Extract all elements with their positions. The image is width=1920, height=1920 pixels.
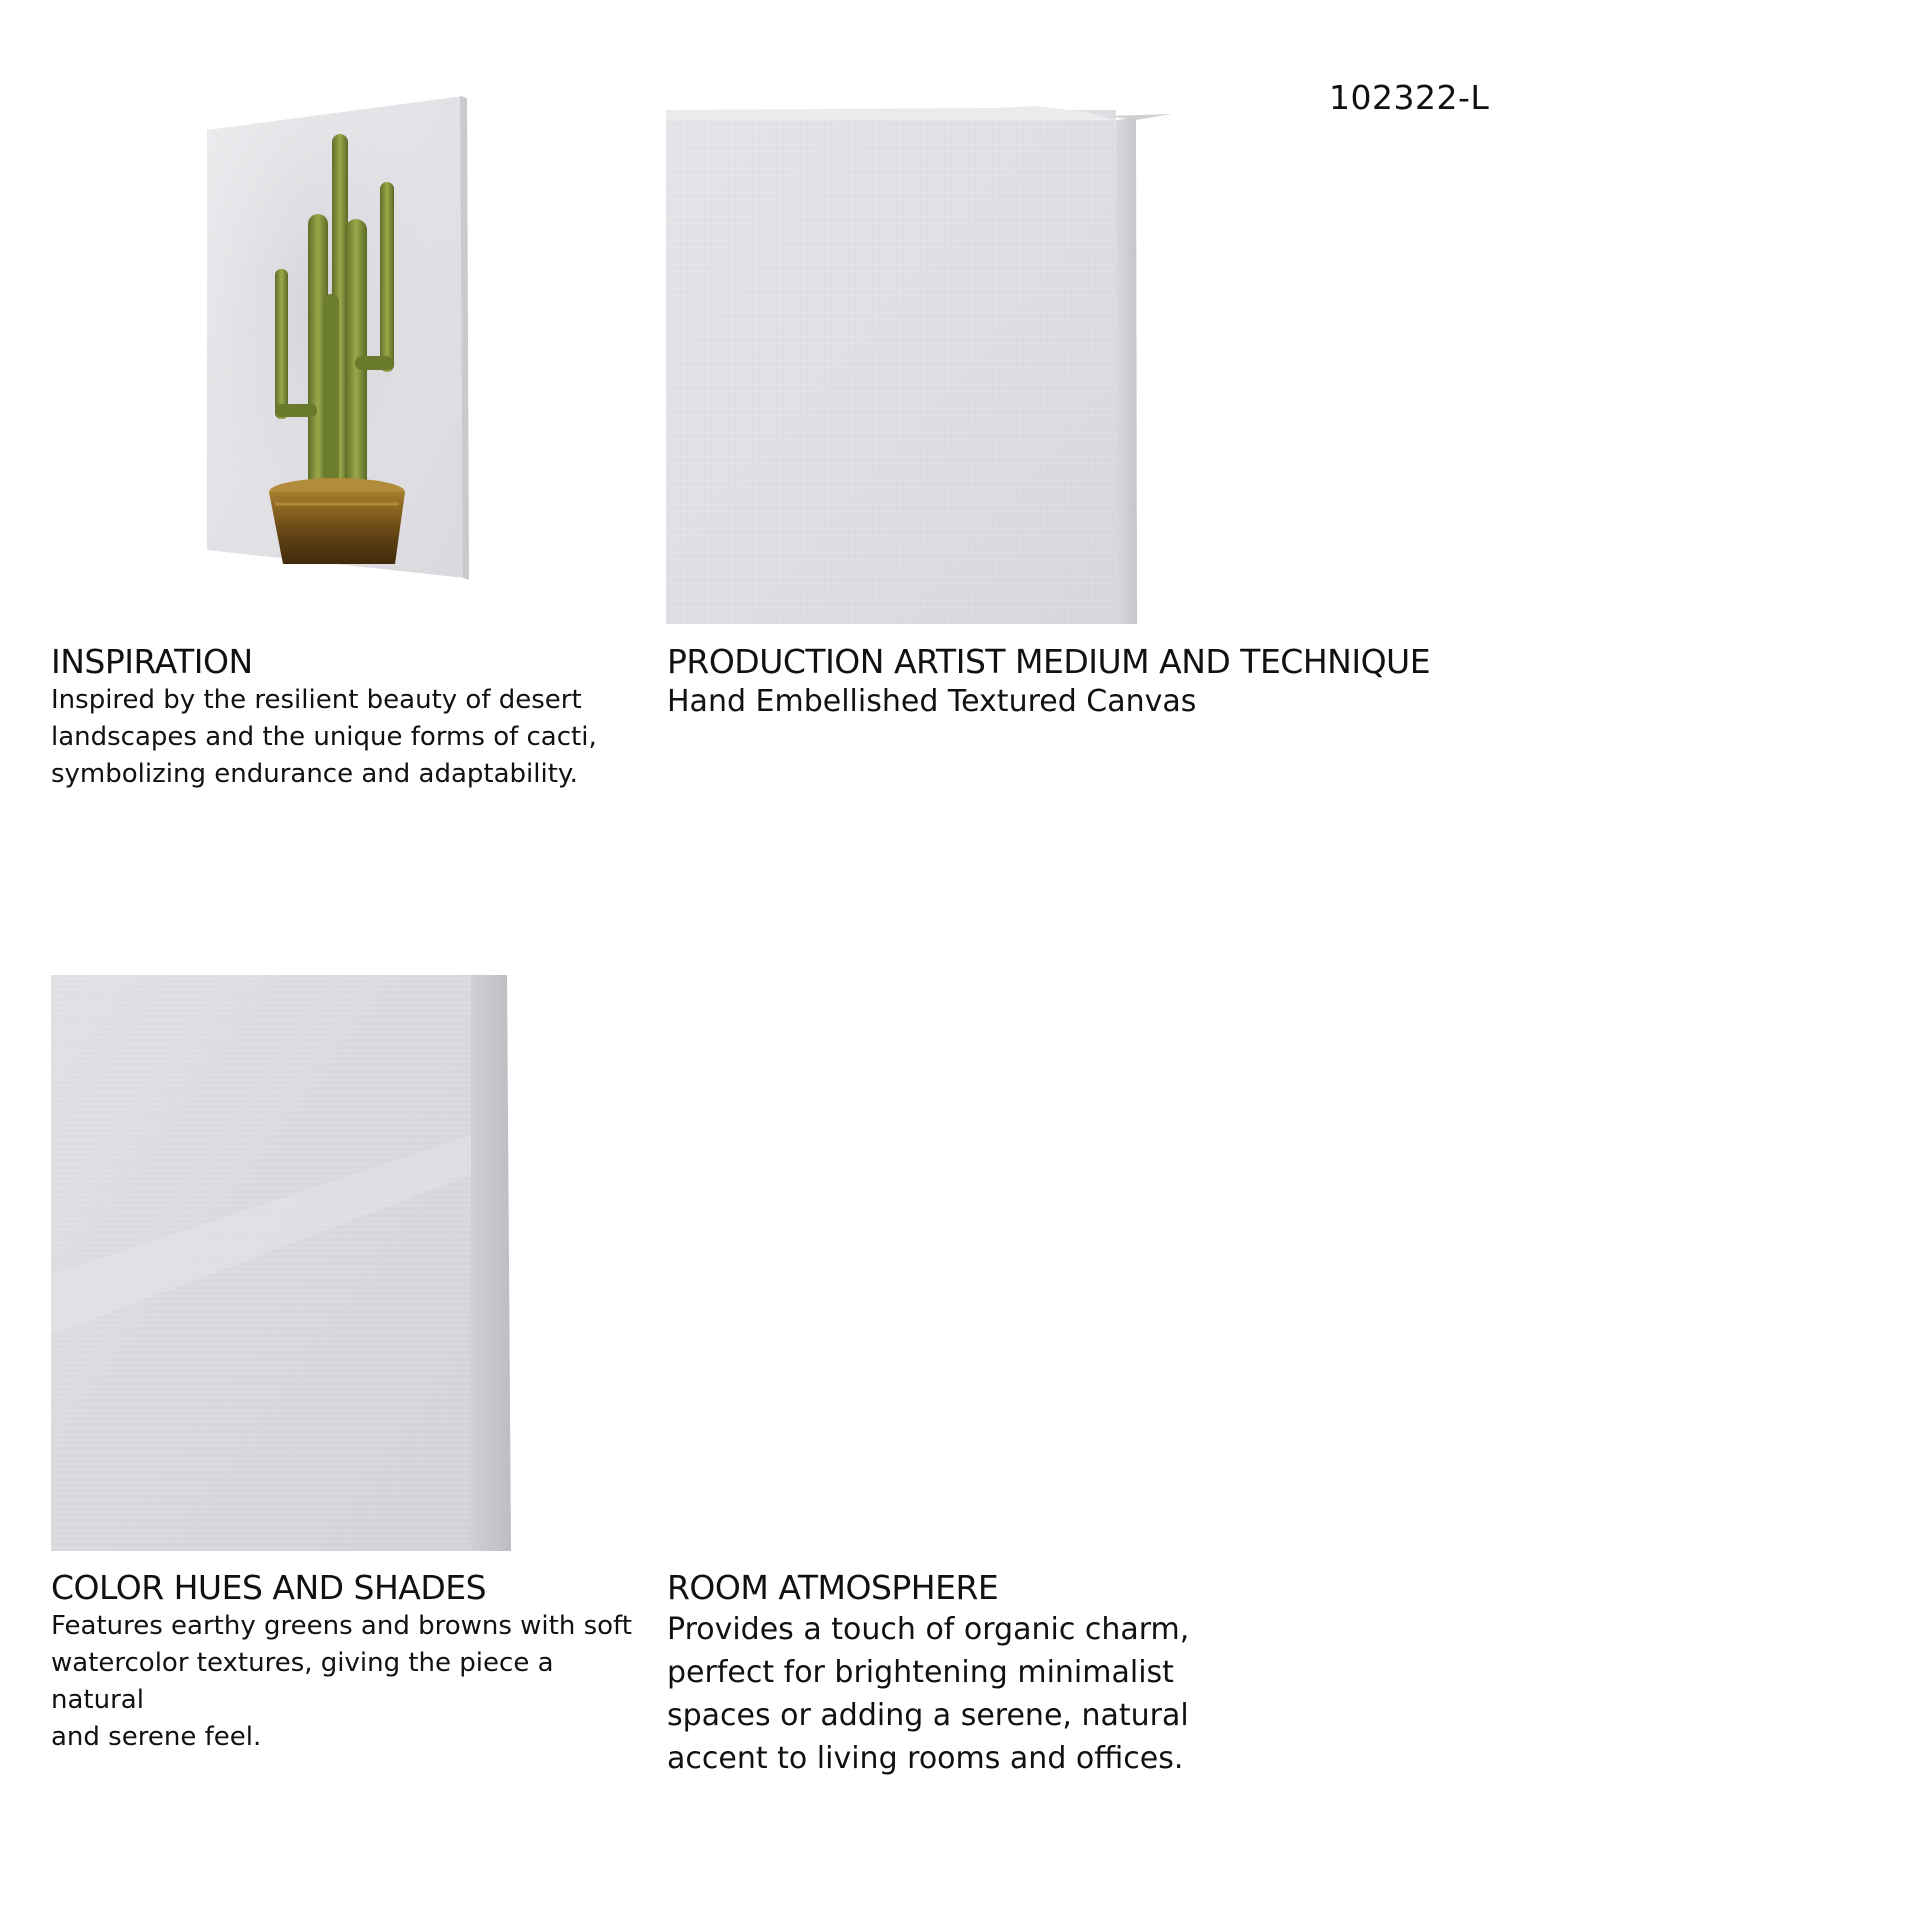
- inspiration-heading: INSPIRATION: [51, 642, 253, 681]
- room-atmosphere-heading: ROOM ATMOSPHERE: [667, 1568, 999, 1607]
- medium-technique-heading: PRODUCTION ARTIST MEDIUM AND TECHNIQUE: [667, 642, 1431, 681]
- inspiration-section: [51, 642, 651, 793]
- color-hues-heading: COLOR HUES AND SHADES: [51, 1568, 487, 1607]
- color-hues-body: Features earthy greens and browns with soft watercolor textures, giving the piece a natural and serene feel.: [51, 1611, 632, 1752]
- product-code: 102322-L: [1329, 78, 1490, 117]
- room-atmosphere-body: Provides a touch of organic charm, perfect for brightening minimalist spaces or adding a serene, natural accent to living rooms and offices.: [667, 1612, 1190, 1776]
- medium-technique-section: [667, 642, 1567, 722]
- canvas-side-texture-image: [51, 975, 511, 1551]
- inspiration-body: Inspired by the resilient beauty of desert landscapes and the unique forms of cacti, symbolizing endurance and adaptability.: [51, 685, 597, 789]
- medium-technique-body: Hand Embellished Textured Canvas: [667, 684, 1197, 719]
- cactus-canvas-image: [205, 94, 470, 580]
- color-hues-section: [51, 1568, 651, 1756]
- canvas-corner-texture-image: [666, 106, 1186, 624]
- room-atmosphere-section: [667, 1568, 1267, 1780]
